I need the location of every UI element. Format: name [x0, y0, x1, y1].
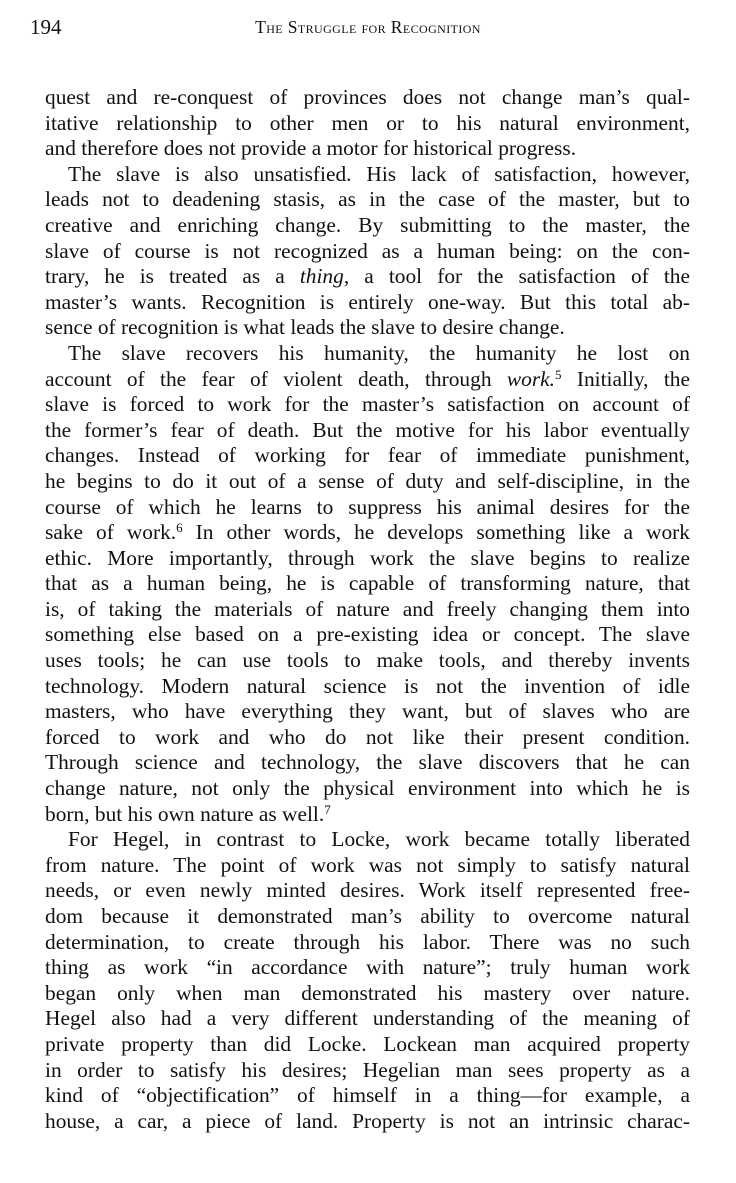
text-run: In other words, he develops something like a work	[182, 520, 690, 545]
text-line: from nature. The point of work was not simply to satisfy natural	[45, 852, 690, 877]
text-run: born, but his own nature as well.	[45, 801, 325, 826]
text-line	[45, 367, 690, 393]
text-line: began only when man demonstrated his mastery over nature.	[45, 980, 690, 1005]
text-run: account of the fear of violent death, through	[45, 366, 507, 391]
text-line: masters, who have everything they want, but of slaves who are	[45, 699, 690, 724]
text-line: dom because it demonstrated man’s ability to overcome natural	[45, 904, 690, 928]
emphasis-work: work.	[506, 366, 555, 391]
text-line: slave is forced to work for the master’s satisfaction on account of	[45, 392, 690, 417]
text-line: is, of taking the materials of nature and freely changing them into	[45, 596, 690, 621]
text-line: sence of recognition is what leads the slave to desire change.	[45, 315, 565, 340]
emphasis-thing: thing	[299, 264, 344, 289]
text-line: technology. Modern natural science is not the invention of idle	[45, 673, 690, 698]
running-head: The Struggle for Recognition	[255, 17, 481, 37]
text-line: and therefore does not provide a motor for historical progress.	[45, 136, 577, 161]
text-line: private property than did Locke. Lockean man acquired property	[45, 1031, 690, 1056]
text-line	[45, 802, 690, 828]
paragraph-3	[45, 341, 690, 827]
text-line: ethic. More importantly, through work the slave begins to realize	[45, 545, 690, 570]
paragraph-2	[45, 162, 690, 341]
text-line: he begins to do it out of a sense of duty and self-discipline, in the	[45, 468, 690, 493]
text-line: needs, or even newly minted desires. Work itself represented free-	[45, 878, 690, 903]
text-line: house, a car, a piece of land. Property is not an intrinsic charac-	[45, 1108, 690, 1133]
page-header	[28, 12, 708, 44]
text-line: The slave is also unsatisfied. His lack of satisfaction, however,	[68, 161, 690, 186]
body-text	[45, 85, 690, 1134]
text-run: sake of work.	[45, 520, 177, 545]
text-run: Initially, the	[561, 366, 690, 391]
text-line: kind of “objectification” of himself in a thing—for example, a	[45, 1083, 690, 1108]
text-line	[45, 520, 690, 546]
text-line: For Hegel, in contrast to Locke, work became totally liberated	[68, 827, 690, 852]
text-line: in order to satisfy his desires; Hegelian man sees property as a	[45, 1057, 690, 1082]
text-line	[45, 264, 690, 290]
text-line: something else based on a pre-existing idea or concept. The slave	[45, 622, 690, 647]
text-line: thing as work “in accordance with nature”; truly human work	[45, 955, 690, 980]
footnote-ref-5[interactable]: 5	[555, 366, 562, 382]
text-line: quest and re-conquest of provinces does not change man’s qual-	[45, 85, 690, 109]
text-line: creative and enriching change. By submitting to the master, the	[45, 212, 690, 237]
text-line: master’s wants. Recognition is entirely one-way. But this total ab-	[45, 289, 690, 314]
text-line: leads not to deadening stasis, as in the case of the master, but to	[45, 187, 690, 212]
text-line: Hegel also had a very different understanding of the meaning of	[45, 1006, 690, 1031]
text-run: trary, he is treated as a	[45, 264, 300, 289]
text-line: the former’s fear of death. But the motive for his labor eventually	[45, 417, 690, 442]
text-line: changes. Instead of working for fear of immediate punishment,	[45, 443, 690, 468]
text-line: uses tools; he can use tools to make tools, and thereby invents	[45, 648, 690, 673]
text-line: The slave recovers his humanity, the humanity he lost on	[68, 340, 690, 365]
text-line: forced to work and who do not like their present condition.	[45, 724, 690, 749]
paragraph-1	[45, 85, 690, 162]
paragraph-4	[45, 827, 690, 1134]
text-line: determination, to create through his labor. There was no such	[45, 929, 690, 954]
footnote-ref-6[interactable]: 6	[176, 519, 183, 535]
page-number: 194	[30, 15, 62, 39]
text-run: , a tool for the satisfaction of the	[343, 264, 690, 289]
text-line: change nature, not only the physical environment into which he is	[45, 776, 690, 801]
text-line: course of which he learns to suppress his animal desires for the	[45, 494, 690, 519]
text-line: Through science and technology, the slave discovers that he can	[45, 750, 690, 775]
text-line: that as a human being, he is capable of transforming nature, that	[45, 571, 690, 596]
footnote-ref-7[interactable]: 7	[324, 801, 331, 817]
text-line: itative relationship to other men or to his natural environment,	[45, 110, 690, 135]
text-line: slave of course is not recognized as a human being: on the con-	[45, 238, 690, 263]
